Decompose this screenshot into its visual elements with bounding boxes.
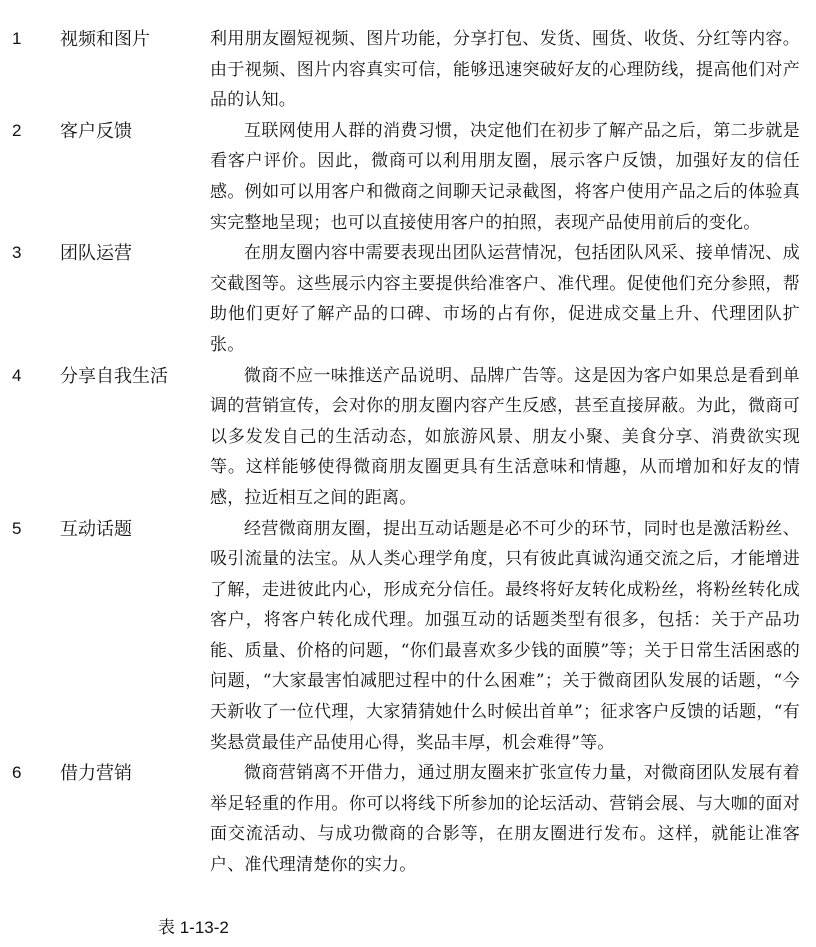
row-number: 1 <box>12 29 22 48</box>
row-description: 经营微商朋友圈，提出互动话题是必不可少的环节，同时也是激活粉丝、吸引流量的法宝。从人类心理学角度，只有彼此真诚沟通交流之后，才能增进了解，走进彼此内心，形成充分信任。最终将好友转化成粉丝，将粉丝转化成客户，将客户转化成代理。加强互动的话题类型有很多，包括：关于产品功能、质量、价格的问题，“你们最喜欢多少钱的面膜”等；关于日常生活困惑的问题，“大家最害怕减肥过程中的什么困难”；关于微商团队发展的话题，“今天新收了一位代理，大家猜猜她什么时候出首单”；征求客户反馈的话题，“有奖悬赏最佳产品使用心得，奖品丰厚，机会难得”等。 <box>210 518 800 753</box>
row-title: 团队运营 <box>60 243 132 264</box>
row-description: 微商营销离不开借力，通过朋友圈来扩张宣传力量，对微商团队发展有着举足轻重的作用。你可以将线下所参加的论坛活动、营销会展、与大咖的面对面交流活动、与成功微商的合影等，在朋友圈进行发布。这样，就能让准客户、准代理清楚你的实力。 <box>210 763 800 876</box>
row-number: 4 <box>12 365 22 385</box>
table-row <box>0 514 816 759</box>
row-title: 视频和图片 <box>60 29 150 49</box>
row-title: 分享自我生活 <box>60 365 168 386</box>
row-number: 3 <box>12 243 22 263</box>
row-title: 借力营销 <box>60 763 132 784</box>
row-description: 微商不应一味推送产品说明、品牌广告等。这是因为客户如果总是看到单调的营销宣传，会对你的朋友圈内容产生反感，甚至直接屏蔽。为此，微商可以多发发自己的生活动态，如旅游风景、朋友小聚、美食分享、消费欲实现等。这样能够使得微商朋友圈更具有生活意味和情趣，从而增加和好友的情感，拉近相互之间的距离。 <box>210 365 800 508</box>
row-title: 互动话题 <box>60 518 132 539</box>
row-number: 2 <box>12 120 22 140</box>
table-row <box>0 361 816 514</box>
table-row <box>0 758 816 880</box>
row-description: 在朋友圈内容中需要表现出团队运营情况，包括团队风采、接单情况、成交截图等。这些展示内容主要提供给准客户、准代理。促使他们充分参照，帮助他们更好了解产品的口碑、市场的占有你，促进成交量上升、代理团队扩张。 <box>210 243 800 355</box>
row-title: 客户反馈 <box>60 120 132 141</box>
table-caption: 表 1-13-2 <box>158 918 229 937</box>
content-table <box>0 24 816 881</box>
table-row <box>0 238 816 360</box>
table-row <box>0 24 816 116</box>
table-row <box>0 116 816 238</box>
row-number: 6 <box>12 763 22 783</box>
row-number: 5 <box>12 518 22 538</box>
row-description: 利用朋友圈短视频、图片功能，分享打包、发货、囤货、收货、分红等内容。由于视频、图片内容真实可信，能够迅速突破好友的心理防线，提高他们对产品的认知。 <box>210 29 800 111</box>
row-description: 互联网使用人群的消费习惯，决定他们在初步了解产品之后，第二步就是看客户评价。因此，微商可以利用朋友圈，展示客户反馈，加强好友的信任感。例如可以用客户和微商之间聊天记录截图，将客户使用产品之后的体验真实完整地呈现；也可以直接使用客户的拍照，表现产品使用前后的变化。 <box>210 120 800 233</box>
